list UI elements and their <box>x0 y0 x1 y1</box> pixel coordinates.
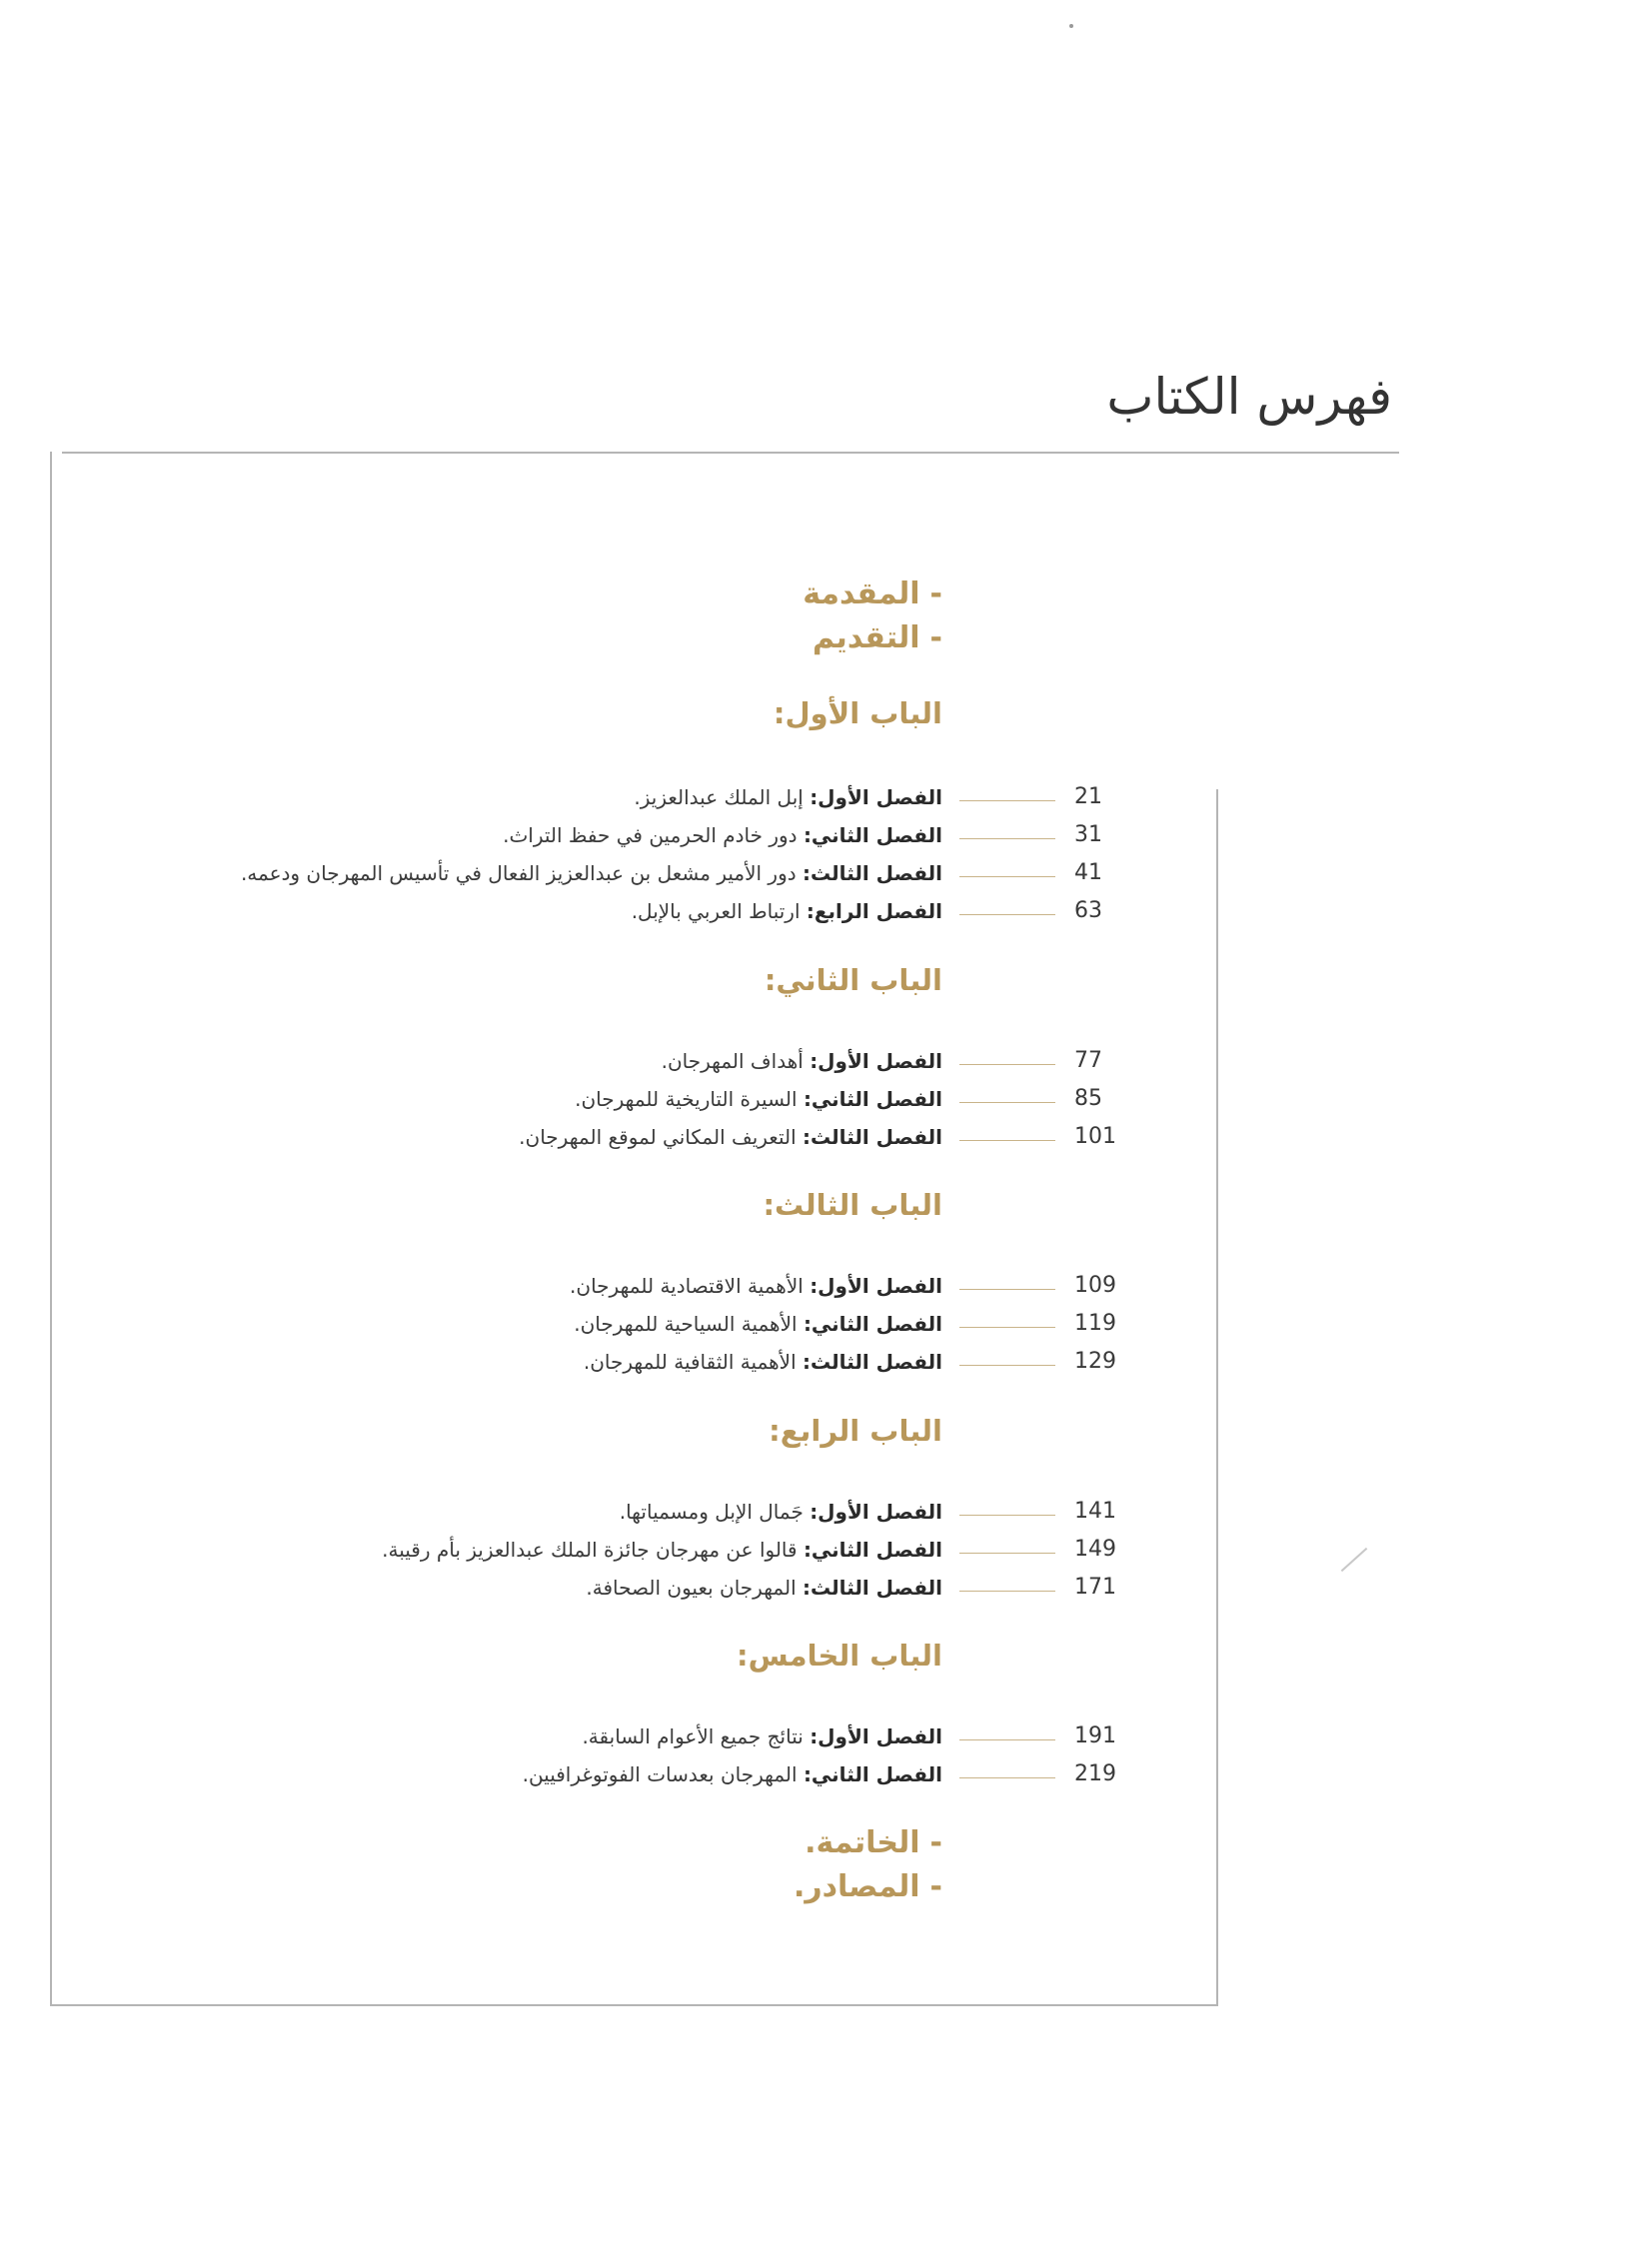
page-number: 109 <box>1074 1273 1116 1298</box>
chapter-title: الأهمية الاقتصادية للمهرجان. <box>570 1274 811 1298</box>
print-speck <box>1069 24 1073 28</box>
toc-entry[interactable] <box>0 1569 1632 1607</box>
toc-entry[interactable] <box>0 892 1632 930</box>
chapter-label: الفصل الثاني: <box>803 823 942 847</box>
front-matter-label: المقدمة <box>803 576 920 611</box>
leader-line <box>959 914 1055 915</box>
chapter-title: المهرجان بعيون الصحافة. <box>586 1576 803 1600</box>
chapter-title: السيرة التاريخية للمهرجان. <box>575 1087 804 1111</box>
section-heading: الباب الرابع: <box>769 1414 942 1448</box>
chapter-title: جَمال الإبل ومسمياتها. <box>619 1500 811 1524</box>
chapter-title: قالوا عن مهرجان جائزة الملك عبدالعزيز بأم رقيبة. <box>382 1538 804 1562</box>
page-number: 85 <box>1074 1086 1102 1111</box>
leader-line <box>959 1064 1055 1065</box>
page-number: 129 <box>1074 1349 1116 1374</box>
chapter-label: الفصل الثاني: <box>803 1762 942 1786</box>
page-number: 31 <box>1074 822 1102 847</box>
back-matter-sources[interactable] <box>793 1869 942 1904</box>
toc-entry[interactable] <box>0 1531 1632 1569</box>
chapter-label: الفصل الثالث: <box>803 861 942 885</box>
leader-line <box>959 1102 1055 1103</box>
section-heading: الباب الخامس: <box>737 1639 942 1673</box>
toc-entry[interactable] <box>0 1118 1632 1156</box>
toc-entry[interactable] <box>0 1717 1632 1755</box>
toc-entry-text <box>662 1042 942 1080</box>
toc-entry-text <box>575 1080 942 1118</box>
front-matter-label: التقديم <box>813 620 920 655</box>
toc-entry[interactable] <box>0 816 1632 854</box>
chapter-label: الفصل الأول: <box>810 1500 942 1524</box>
toc-entry[interactable] <box>0 1343 1632 1381</box>
toc-entry-text <box>620 1493 942 1531</box>
toc-entry-text <box>634 778 942 816</box>
toc-entry-text <box>523 1755 942 1793</box>
leader-line <box>959 838 1055 839</box>
dash: - <box>929 1825 942 1860</box>
chapter-title: نتائج جميع الأعوام السابقة. <box>582 1724 811 1748</box>
chapter-label: الفصل الثاني: <box>803 1087 942 1111</box>
toc-entry[interactable] <box>0 1493 1632 1531</box>
chapter-label: الفصل الرابع: <box>806 899 942 923</box>
chapter-label: الفصل الأول: <box>810 1274 942 1298</box>
leader-line <box>959 1515 1055 1516</box>
toc-entry[interactable] <box>0 1042 1632 1080</box>
section-heading: الباب الثاني: <box>764 963 942 997</box>
toc-entry[interactable] <box>0 1755 1632 1793</box>
chapter-title: التعريف المكاني لموقع المهرجان. <box>519 1125 803 1149</box>
dash: - <box>929 1869 942 1904</box>
chapter-title: أهداف المهرجان. <box>661 1049 811 1073</box>
page-number: 101 <box>1074 1124 1116 1149</box>
toc-entry[interactable] <box>0 1305 1632 1343</box>
chapter-title: دور خادم الحرمين في حفظ التراث. <box>503 823 804 847</box>
back-matter-conclusion[interactable] <box>805 1825 942 1860</box>
leader-line <box>959 1553 1055 1554</box>
chapter-label: الفصل الأول: <box>810 785 942 809</box>
leader-line <box>959 1140 1055 1141</box>
toc-entry-text <box>632 892 942 930</box>
toc-entry-text <box>582 1717 942 1755</box>
page-number: 149 <box>1074 1537 1116 1562</box>
chapter-title: الأهمية السياحية للمهرجان. <box>574 1312 804 1336</box>
toc-entry-text <box>586 1569 942 1607</box>
section-heading: الباب الأول: <box>773 696 942 730</box>
page-number: 219 <box>1074 1761 1116 1786</box>
leader-line <box>959 800 1055 801</box>
chapter-label: الفصل الأول: <box>810 1724 942 1748</box>
chapter-title: المهرجان بعدسات الفوتوغرافيين. <box>522 1762 804 1786</box>
page-number: 191 <box>1074 1723 1116 1748</box>
page-title: فهرس الكتاب <box>1106 368 1392 426</box>
toc-entry-text <box>382 1531 942 1569</box>
leader-line <box>959 876 1055 877</box>
frame-right-line <box>1216 789 1218 2006</box>
leader-line <box>959 1289 1055 1290</box>
toc-entry-text <box>519 1118 942 1156</box>
back-matter-label: الخاتمة. <box>805 1825 920 1860</box>
chapter-label: الفصل الثاني: <box>803 1312 942 1336</box>
chapter-label: الفصل الثالث: <box>803 1125 942 1149</box>
front-matter-introduction[interactable] <box>803 576 942 611</box>
leader-line <box>959 1365 1055 1366</box>
leader-line <box>959 1777 1055 1778</box>
front-matter-preface[interactable] <box>813 620 942 655</box>
chapter-label: الفصل الأول: <box>810 1049 942 1073</box>
page-number: 119 <box>1074 1311 1116 1336</box>
chapter-label: الفصل الثالث: <box>803 1350 942 1374</box>
chapter-title: إبل الملك عبدالعزيز. <box>634 785 811 809</box>
toc-entry-text <box>584 1343 942 1381</box>
toc-entry[interactable] <box>0 1267 1632 1305</box>
page-number: 41 <box>1074 860 1102 885</box>
chapter-title: الأهمية الثقافية للمهرجان. <box>583 1350 803 1374</box>
page-number: 141 <box>1074 1499 1116 1524</box>
leader-line <box>959 1327 1055 1328</box>
toc-entry[interactable] <box>0 1080 1632 1118</box>
dash: - <box>929 576 942 611</box>
page-number: 21 <box>1074 784 1102 809</box>
leader-line <box>959 1739 1055 1740</box>
dash: - <box>929 620 942 655</box>
chapter-title: دور الأمير مشعل بن عبدالعزيز الفعال في تأسيس المهرجان ودعمه. <box>240 861 803 885</box>
chapter-label: الفصل الثالث: <box>803 1576 942 1600</box>
back-matter-label: المصادر. <box>793 1869 920 1904</box>
toc-entry[interactable] <box>0 778 1632 816</box>
toc-entry[interactable] <box>0 854 1632 892</box>
leader-line <box>959 1591 1055 1592</box>
chapter-title: ارتباط العربي بالإبل. <box>631 899 807 923</box>
page-number: 171 <box>1074 1575 1116 1600</box>
section-heading: الباب الثالث: <box>763 1188 942 1222</box>
toc-entry-text <box>241 854 942 892</box>
toc-entry-text <box>570 1267 942 1305</box>
toc-entry-text <box>574 1305 942 1343</box>
page-number: 77 <box>1074 1048 1102 1073</box>
page-number: 63 <box>1074 898 1102 923</box>
toc-entry-text <box>503 816 942 854</box>
chapter-label: الفصل الثاني: <box>803 1538 942 1562</box>
